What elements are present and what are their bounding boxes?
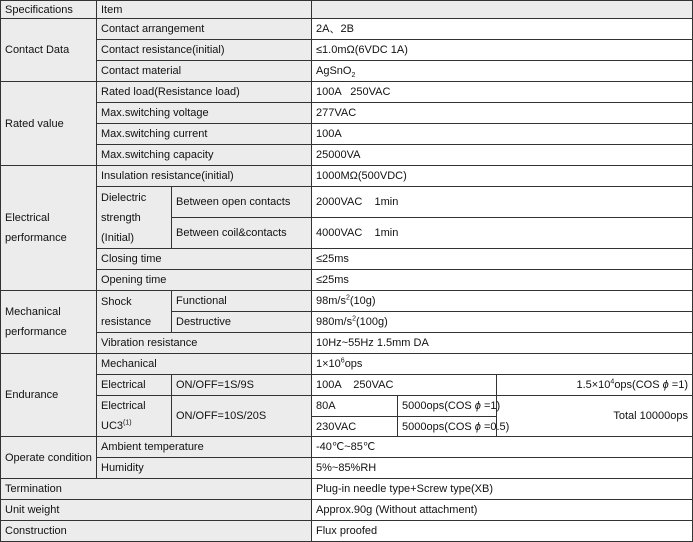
destructive-value-suffix: (100g) [355, 316, 388, 328]
item-contact-resistance: Contact resistance(initial) [97, 40, 312, 61]
value-mechanical-endurance [312, 354, 693, 375]
phi-symbol: ϕ [662, 379, 669, 391]
mechanical-endurance-suffix: ops [344, 358, 363, 370]
table-row [1, 396, 693, 417]
condition-10s-20s: ON/OFF=10S/20S [172, 396, 312, 437]
item-mechanical-endurance: Mechanical [97, 354, 312, 375]
table-row [1, 145, 693, 166]
table-row [1, 437, 693, 458]
value-max-capacity: 25000VA [312, 145, 693, 166]
table-row [1, 103, 693, 124]
group-electrical-performance: Electrical performance [1, 166, 97, 291]
table-row [1, 500, 693, 521]
value-electrical1-ops [497, 375, 693, 396]
item-max-capacity: Max.switching capacity [97, 145, 312, 166]
value-electrical2-ops-top [398, 396, 501, 417]
item-dielectric-strength: Dielectric strength (Initial) [97, 187, 172, 249]
destructive-superscript: 2 [352, 315, 356, 323]
value-electrical1-load: 100A 250VAC [312, 375, 497, 396]
item-opening-time: Opening time [97, 270, 312, 291]
value-humidity: 5%~85%RH [312, 458, 693, 479]
header-row [1, 1, 693, 19]
electrical2-ops-bottom-end: =0.5) [480, 420, 510, 433]
value-rated-load: 100A 250VAC [312, 82, 693, 103]
item-max-voltage: Max.switching voltage [97, 103, 312, 124]
value-electrical2-ops-bottom [398, 417, 510, 437]
label-between-coil-contacts: Between coil&contacts [172, 218, 312, 249]
value-contact-arrangement: 2A、2B [312, 19, 693, 40]
label-destructive: Destructive [172, 312, 312, 333]
value-unit-weight: Approx.90g (Without attachment) [312, 500, 693, 521]
mechanical-endurance-text: 1×10 [316, 358, 341, 370]
condition-1s-9s: ON/OFF=1S/9S [172, 375, 312, 396]
table-row [1, 270, 693, 291]
table-row [1, 375, 693, 396]
phi-symbol: ϕ [474, 400, 481, 412]
functional-superscript: 2 [345, 294, 350, 302]
electrical1-ops-superscript: 4 [610, 378, 615, 386]
value-electrical2-load-bottom: 230VAC [312, 417, 398, 437]
header-specifications: Specifications [1, 1, 97, 19]
item-insulation: Insulation resistance(initial) [97, 166, 312, 187]
table-row [1, 40, 693, 61]
item-ambient-temperature: Ambient temperature [97, 437, 312, 458]
item-construction: Construction [1, 521, 312, 542]
item-electrical-endurance: Electrical [97, 375, 172, 396]
item-contact-arrangement: Contact arrangement [97, 19, 312, 40]
value-opening-time: ≤25ms [312, 270, 693, 291]
item-termination: Termination [1, 479, 312, 500]
item-humidity: Humidity [97, 458, 312, 479]
value-contact-material [312, 61, 693, 82]
item-contact-material: Contact material [97, 61, 312, 82]
value-insulation: 1000MΩ(500VDC) [312, 166, 693, 187]
value-closing-time: ≤25ms [312, 249, 693, 270]
value-between-coil-contacts: 4000VAC 1min [312, 218, 693, 249]
value-electrical2-load-top: 80A [312, 396, 398, 417]
mechanical-endurance-superscript: 6 [340, 357, 345, 365]
value-ambient-temperature: -40℃~85℃ [312, 437, 693, 458]
electrical-uc3-text: Electrical UC3 [101, 400, 146, 432]
value-max-current: 100A [312, 124, 693, 145]
electrical2-ops-bottom-text: 5000ops(COS [402, 420, 475, 433]
phi-symbol: ϕ [474, 420, 481, 433]
item-max-current: Max.switching current [97, 124, 312, 145]
destructive-value-text: 980m/s [316, 316, 353, 328]
header-item: Item [97, 1, 312, 19]
table-row [1, 61, 693, 82]
item-closing-time: Closing time [97, 249, 312, 270]
label-between-open-contacts: Between open contacts [172, 187, 312, 218]
material-text: AgSnO [316, 65, 352, 77]
electrical1-ops-cos: ops(COS [614, 379, 663, 391]
group-mechanical-performance: Mechanical performance [1, 291, 97, 354]
table-row [1, 166, 693, 187]
table-row [1, 521, 693, 542]
group-operate-condition: Operate condition [1, 437, 97, 479]
item-rated-load: Rated load(Resistance load) [97, 82, 312, 103]
item-shock-resistance: Shock resistance [97, 291, 172, 333]
item-vibration-resistance: Vibration resistance [97, 333, 312, 354]
table-row [1, 19, 693, 40]
table-row [1, 333, 693, 354]
table-row [1, 82, 693, 103]
label-functional: Functional [172, 291, 312, 312]
table-row [1, 291, 693, 312]
table-row [1, 479, 693, 500]
header-value [312, 1, 693, 19]
item-electrical-uc3 [97, 396, 172, 437]
electrical1-ops-end: =1) [668, 379, 688, 391]
value-vibration-resistance: 10Hz~55Hz 1.5mm DA [312, 333, 693, 354]
value-termination: Plug-in needle type+Screw type(XB) [312, 479, 693, 500]
table-row [1, 458, 693, 479]
group-endurance: Endurance [1, 354, 97, 437]
material-subscript: 2 [351, 72, 356, 80]
electrical1-ops-text: 1.5×10 [576, 379, 611, 391]
value-construction: Flux proofed [312, 521, 693, 542]
functional-value-suffix: (10g) [349, 295, 376, 307]
table-row [1, 124, 693, 145]
table-row [1, 354, 693, 375]
value-contact-resistance: ≤1.0mΩ(6VDC 1A) [312, 40, 693, 61]
electrical2-ops-top-end: =1) [480, 400, 501, 412]
value-functional [312, 291, 693, 312]
item-unit-weight: Unit weight [1, 500, 312, 521]
table-row [1, 249, 693, 270]
value-electrical2-total: Total 10000ops [497, 396, 693, 437]
table-row [1, 187, 693, 218]
electrical2-ops-top-text: 5000ops(COS [402, 400, 475, 412]
value-max-voltage: 277VAC [312, 103, 693, 124]
group-rated-value: Rated value [1, 82, 97, 166]
group-contact-data: Contact Data [1, 19, 97, 82]
electrical-uc3-superscript: (1) [123, 419, 132, 427]
value-between-open-contacts: 2000VAC 1min [312, 187, 693, 218]
value-destructive [312, 312, 693, 333]
functional-value-text: 98m/s [316, 295, 346, 307]
